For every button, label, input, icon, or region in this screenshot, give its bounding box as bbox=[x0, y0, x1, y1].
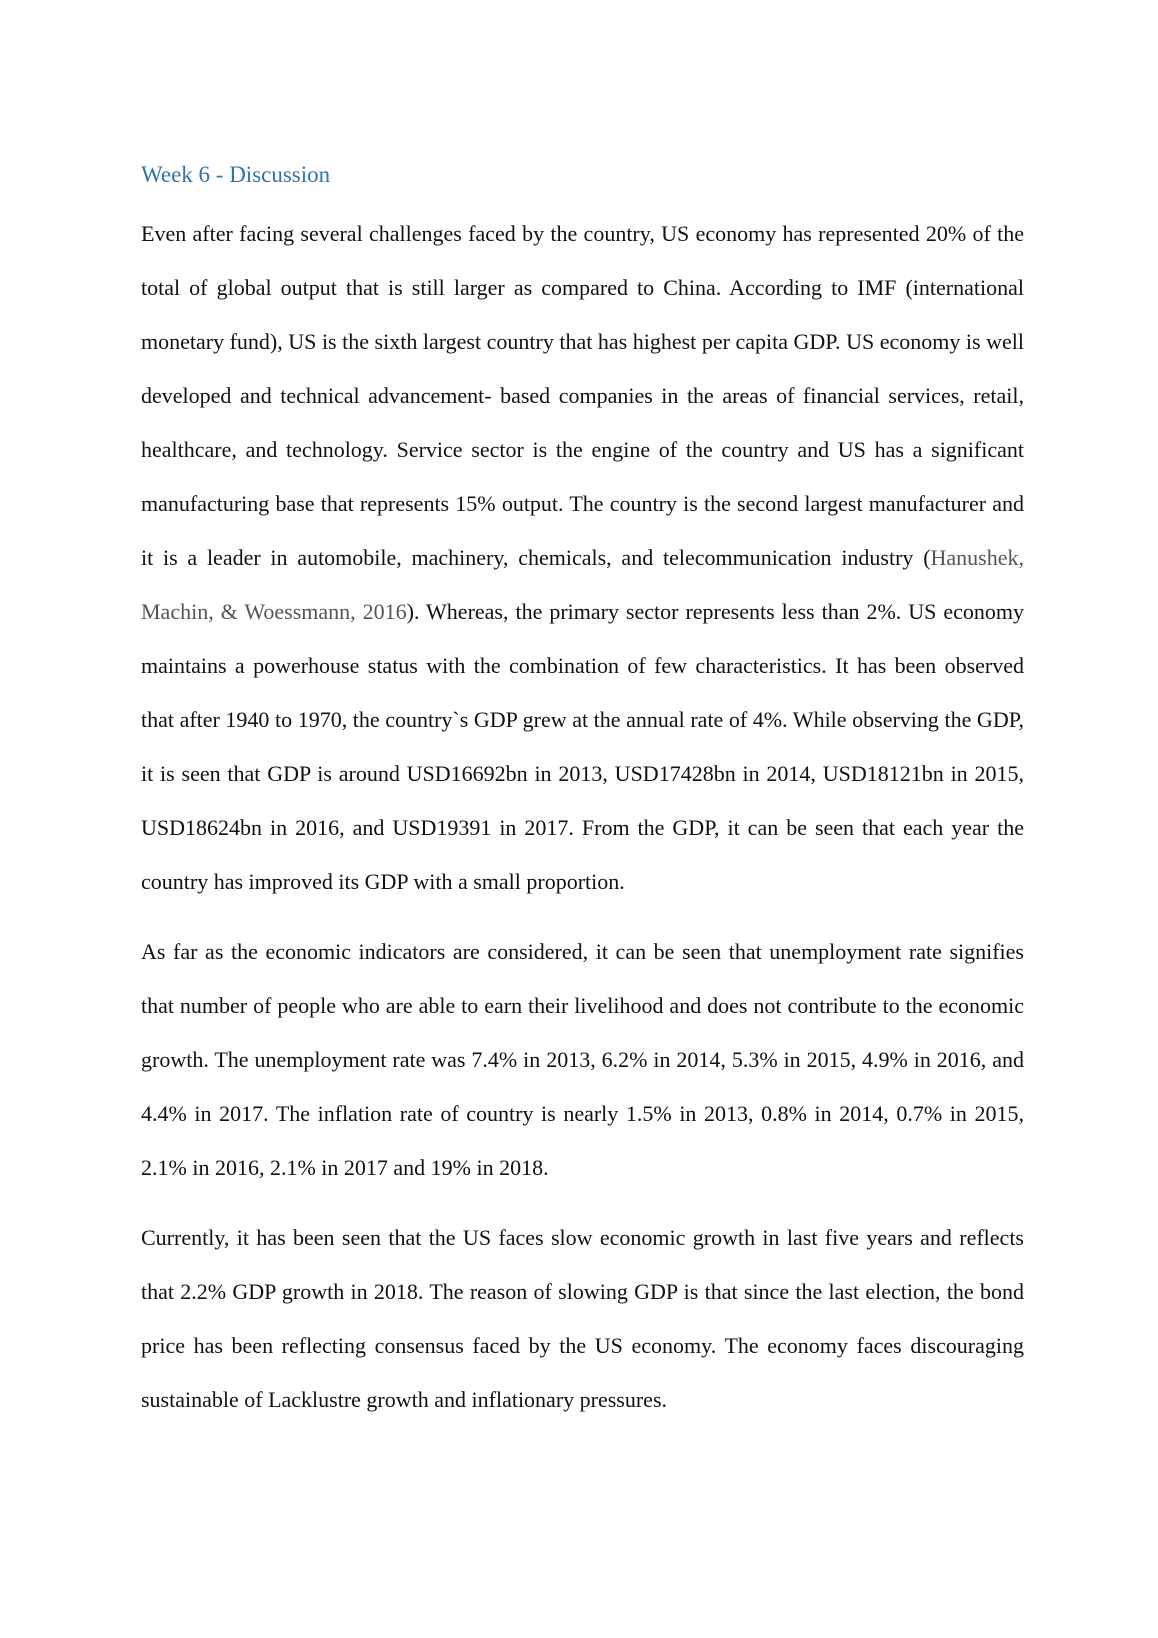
page-title: Week 6 - Discussion bbox=[141, 162, 331, 187]
paragraph-text: Even after facing several challenges faced by the country, US economy has represented 20% of the total of global output that is still larger as compared to China. According to IMF (international monetary fund), US is the sixth largest country that has highest per capita GDP. US economy is well developed and technical advancement- based companies in the areas of financial services, retail, healthcare, and technology. Service sector is the engine of the country and US has a significant manufacturing base that represents 15% output. The country is the second largest manufacturer and it is a leader in automobile, machinery, chemicals, and telecommunication industry ( bbox=[141, 221, 1024, 570]
paragraph-economic-indicators: As far as the economic indicators are considered, it can be seen that unemployment rate signifies that number of people who are able to earn their livelihood and does not contribute to the economic growth. The unemployment rate was 7.4% in 2013, 6.2% in 2014, 5.3% in 2015, 4.9% in 2016, and 4.4% in 2017. The inflation rate of country is nearly 1.5% in 2013, 0.8% in 2014, 0.7% in 2015, 2.1% in 2016, 2.1% in 2017 and 19% in 2018. bbox=[141, 939, 1024, 1180]
citation: Hanushek, Machin, & Woessmann, 2016 bbox=[141, 545, 1024, 624]
paragraph-current-growth: Currently, it has been seen that the US faces slow economic growth in last five years and reflects that 2.2% GDP growth in 2018. The reason of slowing GDP is that since the last election, the bond price has been reflecting consensus faced by the US economy. The economy faces discouraging sustainable of Lacklustre growth and inflationary pressures. bbox=[141, 1225, 1024, 1412]
paragraph-gdp-overview bbox=[141, 207, 1024, 909]
paragraph-text: ). Whereas, the primary sector represents less than 2%. US economy maintains a powerhouse status with the combination of few characteristics. It has been observed that after 1940 to 1970, the country`s GDP grew at the annual rate of 4%. While observing the GDP, it is seen that GDP is around USD16692bn in 2013, USD17428bn in 2014, USD18121bn in 2015, USD18624bn in 2016, and USD19391 in 2017. From the GDP, it can be seen that each year the country has improved its GDP with a small proportion. bbox=[141, 599, 1024, 894]
document-body bbox=[141, 160, 1024, 1427]
